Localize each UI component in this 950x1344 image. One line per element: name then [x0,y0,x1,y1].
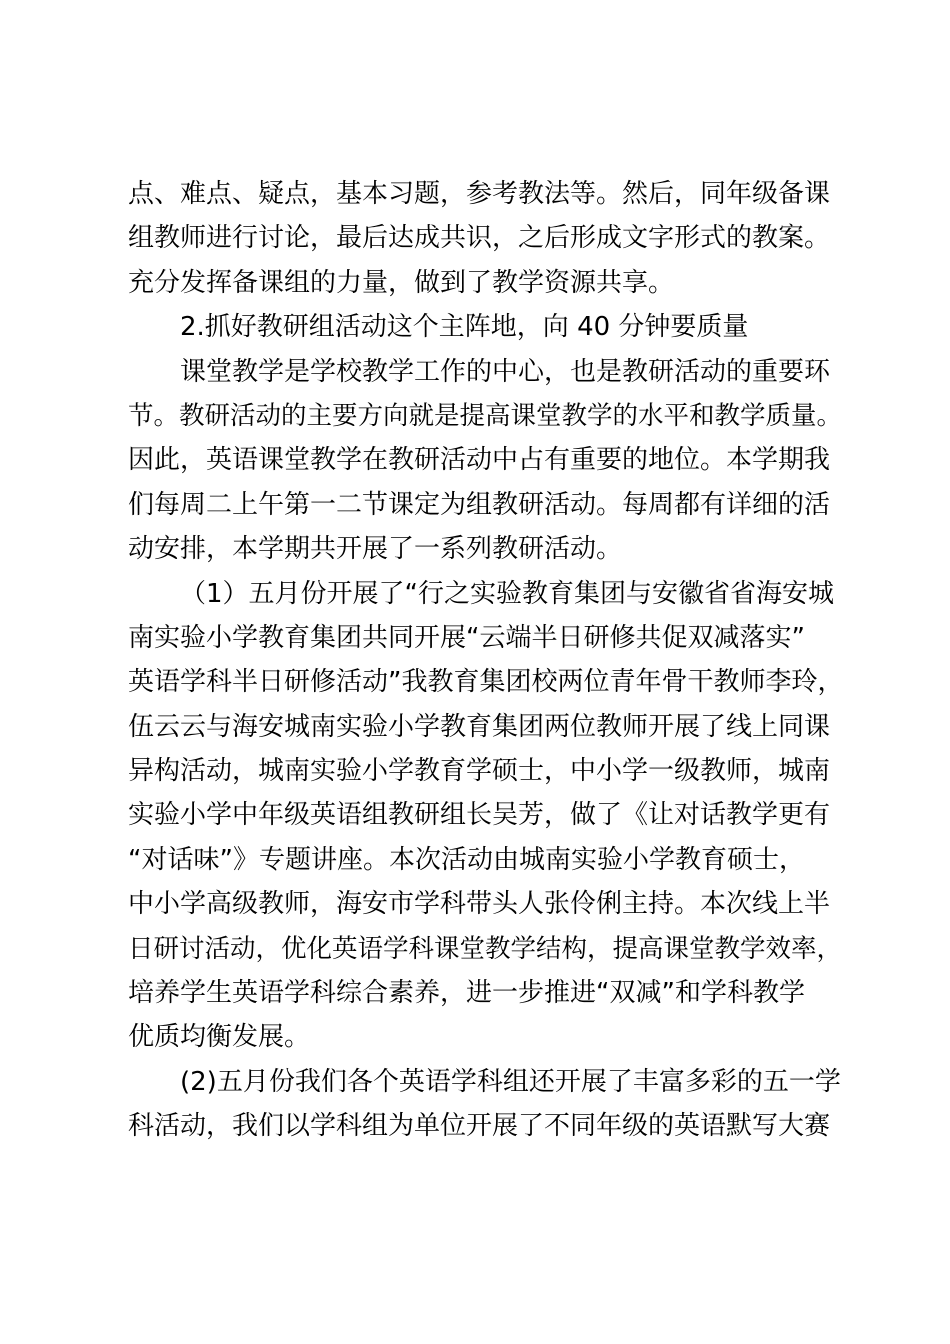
text-line: 科活动，我们以学科组为单位开展了不同年级的英语默写大赛 [128,1111,831,1142]
text-line: （1）五月份开展了“行之实验教育集团与安徽省省海安城 [180,578,835,609]
text-line: 点、难点、疑点，基本习题，参考教法等。然后，同年级备课 [128,179,831,209]
text-line: 课堂教学是学校教学工作的中心，也是教研活动的重要环 [180,356,831,387]
text-line: 伍云云与海安城南实验小学教育集团两位教师开展了线上同课 [128,711,831,742]
text-line: 实验小学中年级英语组教研组长吴芳，做了《让对话教学更有 [128,800,831,831]
text-line: “对话味”》专题讲座。本次活动由城南实验小学教育硕士， [128,844,805,875]
text-line: 充分发挥备课组的力量，做到了教学资源共享。 [128,267,675,298]
section-heading: 2.抓好教研组活动这个主阵地，向 40 分钟要质量 [180,312,749,343]
text-line: 动安排，本学期共开展了一系列教研活动。 [128,534,623,565]
text-line: 因此，英语课堂教学在教研活动中占有重要的地位。本学期我 [128,445,831,476]
text-line: 优质均衡发展。 [128,1022,311,1053]
text-line: (2)五月份我们各个英语学科组还开展了丰富多彩的五一学 [180,1066,841,1097]
text-line: 们每周二上午第一二节课定为组教研活动。每周都有详细的活 [128,489,831,520]
text-line: 节。教研活动的主要方向就是提高课堂教学的水平和教学质量。 [128,400,843,431]
text-line: 南实验小学教育集团共同开展“云端半日研修共促双减落实” [128,622,805,653]
text-line: 日研讨活动，优化英语学科课堂教学结构，提高课堂教学效率， [128,933,843,964]
text-line: 中小学高级教师，海安市学科带头人张伶俐主持。本次线上半 [128,889,831,920]
document-body [128,172,848,1149]
text-line: 英语学科半日研修活动”我教育集团校两位青年骨干教师李玲， [128,667,844,698]
text-line: 培养学生英语学科综合素养，进一步推进“双减”和学科教学 [128,978,805,1009]
text-line: 异构活动，城南实验小学教育学硕士，中小学一级教师，城南 [128,756,831,787]
text-line: 组教师进行讨论，最后达成共识，之后形成文字形式的教案。 [128,223,831,254]
